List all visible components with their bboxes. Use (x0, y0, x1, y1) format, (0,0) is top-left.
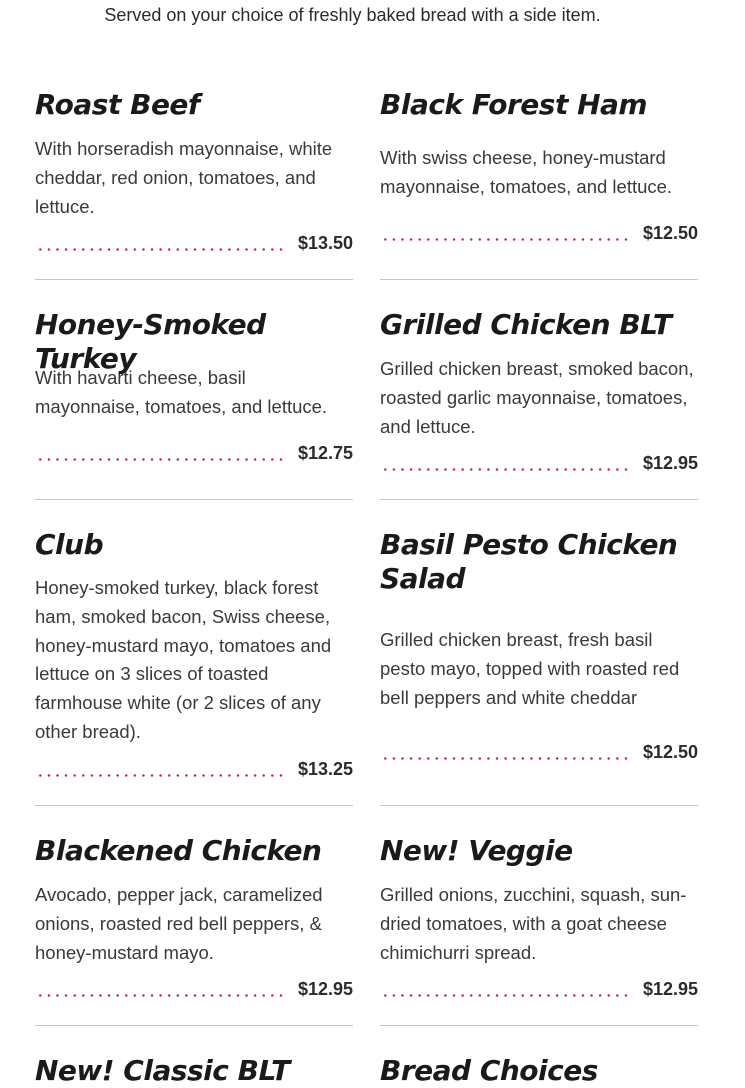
item-description: Grilled onions, zucchini, squash, sun-dried tomatoes, with a goat cheese chimichurri spread. (380, 884, 687, 963)
item-price: $12.50 (642, 742, 698, 762)
dot-leader (381, 468, 629, 471)
item-price: $12.95 (642, 453, 698, 473)
menu-item-honey-smoked-turkey (35, 308, 353, 463)
price-row (35, 233, 353, 257)
dot-leader (381, 238, 629, 241)
price-row (35, 759, 353, 783)
price-row (35, 443, 353, 467)
divider (380, 805, 698, 806)
menu-item-club (35, 528, 353, 779)
dot-leader (36, 994, 284, 997)
divider (380, 1025, 698, 1026)
item-title: Grilled Chicken BLT (380, 308, 672, 341)
price-row (380, 453, 698, 477)
divider (35, 279, 353, 280)
price-row (35, 979, 353, 1003)
price-row (380, 223, 698, 247)
menu-item-roast-beef (35, 88, 353, 253)
menu-item-basil-pesto-chicken-salad (380, 528, 698, 762)
item-title: Black Forest Ham (380, 88, 648, 121)
item-price: $12.95 (642, 979, 698, 999)
item-price: $12.50 (642, 223, 698, 243)
item-title: Honey-Smoked Turkey (35, 308, 266, 375)
item-title: Blackened Chicken (35, 834, 322, 867)
menu-item-blackened-chicken (35, 834, 353, 999)
price-row (380, 742, 698, 766)
item-description: Grilled chicken breast, smoked bacon, roasted garlic mayonnaise, tomatoes, and lettuce. (380, 358, 694, 437)
price-row (380, 979, 698, 1003)
item-title: Roast Beef (35, 88, 200, 121)
dot-leader (381, 757, 629, 760)
item-title: Basil Pesto Chicken Salad (380, 528, 678, 595)
divider (35, 499, 353, 500)
item-description: Grilled chicken breast, fresh basil pesto mayo, topped with roasted red bell peppers and white cheddar (380, 629, 680, 708)
divider (380, 499, 698, 500)
item-price: $13.25 (297, 759, 353, 779)
dot-leader (36, 458, 284, 461)
divider (380, 279, 698, 280)
dot-leader (381, 994, 629, 997)
menu-item-bread-choices (380, 1054, 698, 1088)
item-title: New! Veggie (380, 834, 573, 867)
menu-item-black-forest-ham (380, 88, 698, 243)
item-description: With havarti cheese, basil mayonnaise, tomatoes, and lettuce. (35, 367, 328, 417)
item-price: $12.95 (297, 979, 353, 999)
dot-leader (36, 248, 284, 251)
intro-text: Served on your choice of freshly baked bread with a side item. (104, 5, 601, 25)
item-description: Avocado, pepper jack, caramelized onions, roasted red bell peppers, & honey-mustard mayo. (35, 884, 323, 963)
item-description: With horseradish mayonnaise, white cheddar, red onion, tomatoes, and lettuce. (35, 138, 333, 217)
item-price: $12.75 (297, 443, 353, 463)
menu-item-grilled-chicken-blt (380, 308, 698, 473)
item-price: $13.50 (297, 233, 353, 253)
divider (35, 1025, 353, 1026)
item-description: Honey-smoked turkey, black forest ham, smoked bacon, Swiss cheese, honey-mustard mayo, tomatoes and lettuce on 3 slices of toasted farmhouse white (or 2 slices of any other bread). (35, 577, 332, 742)
menu-item-new-veggie (380, 834, 698, 999)
dot-leader (36, 774, 284, 777)
item-description: With swiss cheese, honey-mustard mayonnaise, tomatoes, and lettuce. (380, 147, 673, 197)
item-title: New! Classic BLT (35, 1054, 290, 1087)
menu-item-new-classic-blt (35, 1054, 353, 1088)
item-title: Bread Choices (380, 1054, 598, 1087)
item-title: Club (35, 528, 104, 561)
divider (35, 805, 353, 806)
